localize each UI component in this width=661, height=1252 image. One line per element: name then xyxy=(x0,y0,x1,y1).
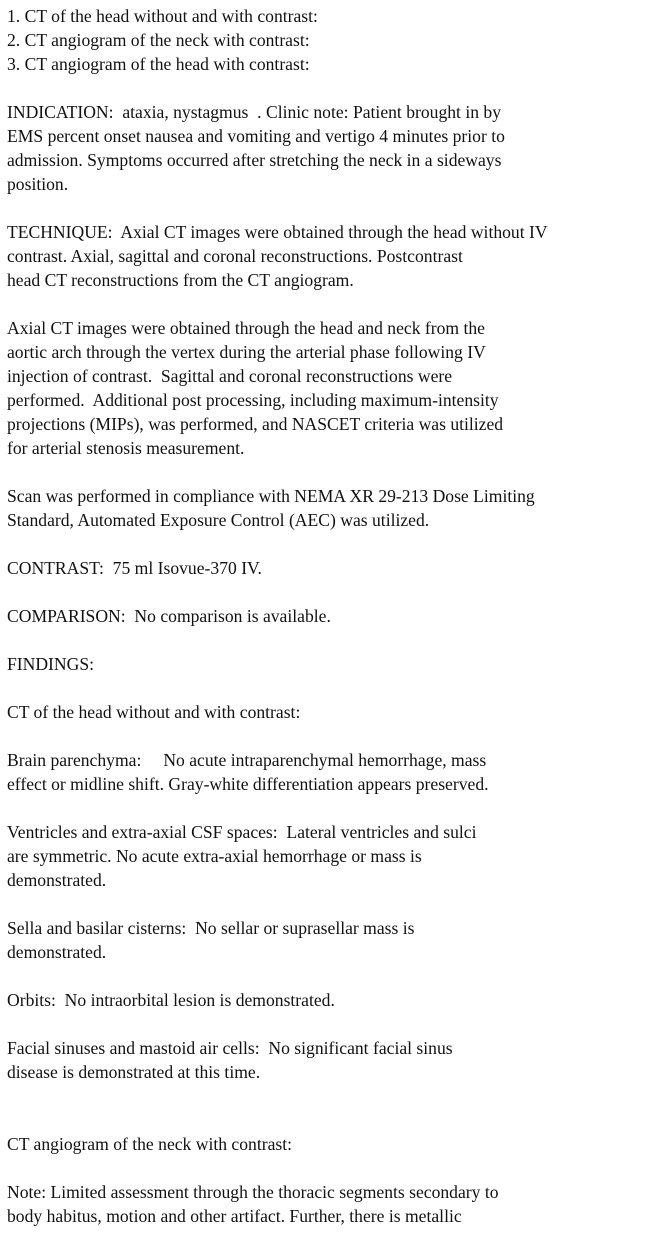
findings-heading xyxy=(7,652,659,676)
sinuses-line: Facial sinuses and mastoid air cells: No significant facial sinus xyxy=(7,1038,453,1058)
ventricles-line: Ventricles and extra-axial CSF spaces: Lateral ventricles and sulci xyxy=(7,822,477,842)
neck-cta-subheading-line: CT angiogram of the neck with contrast: xyxy=(7,1134,293,1154)
sella-line: demonstrated. xyxy=(7,942,107,962)
sinuses-finding xyxy=(7,1036,659,1084)
exam-list-line: 2. CT angiogram of the neck with contrast: xyxy=(7,30,310,50)
contrast-line: CONTRAST: 75 ml Isovue-370 IV. xyxy=(7,558,262,578)
ventricles-finding xyxy=(7,820,659,892)
technique-line: head CT reconstructions from the CT angiogram. xyxy=(7,270,354,290)
indication-line: EMS percent onset nausea and vomiting and vertigo 4 minutes prior to xyxy=(7,126,505,146)
cta-technique-line: Axial CT images were obtained through the head and neck from the xyxy=(7,318,485,338)
technique-line: contrast. Axial, sagittal and coronal reconstructions. Postcontrast xyxy=(7,246,463,266)
orbits-finding xyxy=(7,988,659,1012)
cta-technique-line: performed. Additional post processing, including maximum-intensity xyxy=(7,390,499,410)
dose-compliance-paragraph xyxy=(7,484,659,532)
comparison-section xyxy=(7,604,659,628)
exam-list-line: 1. CT of the head without and with contrast: xyxy=(7,6,318,26)
ventricles-line: are symmetric. No acute extra-axial hemorrhage or mass is xyxy=(7,846,422,866)
cta-technique-line: for arterial stenosis measurement. xyxy=(7,438,245,458)
indication-line: position. xyxy=(7,174,69,194)
contrast-section xyxy=(7,556,659,580)
head-ct-subheading-line: CT of the head without and with contrast: xyxy=(7,702,301,722)
orbits-line: Orbits: No intraorbital lesion is demonstrated. xyxy=(7,990,335,1010)
exam-list-line: 3. CT angiogram of the head with contrast: xyxy=(7,54,310,74)
findings-heading-line: FINDINGS: xyxy=(7,654,94,674)
exam-list xyxy=(7,4,659,76)
cta-technique-paragraph xyxy=(7,316,659,460)
neck-cta-note xyxy=(7,1180,659,1228)
ventricles-line: demonstrated. xyxy=(7,870,107,890)
sinuses-line: disease is demonstrated at this time. xyxy=(7,1062,261,1082)
indication-section xyxy=(7,100,659,196)
radiology-report xyxy=(7,4,659,1252)
technique-section xyxy=(7,220,659,292)
sella-line: Sella and basilar cisterns: No sellar or suprasellar mass is xyxy=(7,918,415,938)
brain-parenchyma-line: Brain parenchyma: No acute intraparenchymal hemorrhage, mass xyxy=(7,750,487,770)
neck-cta-note-line: Note: Limited assessment through the thoracic segments secondary to xyxy=(7,1182,499,1202)
head-ct-subheading xyxy=(7,700,659,724)
cta-technique-line: projections (MIPs), was performed, and NASCET criteria was utilized xyxy=(7,414,504,434)
indication-line: admission. Symptoms occurred after stretching the neck in a sideways xyxy=(7,150,502,170)
neck-cta-note-line: body habitus, motion and other artifact. Further, there is metallic xyxy=(7,1206,462,1226)
technique-line: TECHNIQUE: Axial CT images were obtained through the head without IV xyxy=(7,222,548,242)
brain-parenchyma-line: effect or midline shift. Gray-white differentiation appears preserved. xyxy=(7,774,489,794)
dose-compliance-line: Standard, Automated Exposure Control (AEC) was utilized. xyxy=(7,510,430,530)
sella-finding xyxy=(7,916,659,964)
neck-cta-subheading xyxy=(7,1132,659,1156)
brain-parenchyma-finding xyxy=(7,748,659,796)
cta-technique-line: aortic arch through the vertex during the arterial phase following IV xyxy=(7,342,486,362)
cta-technique-line: injection of contrast. Sagittal and coronal reconstructions were xyxy=(7,366,453,386)
comparison-line: COMPARISON: No comparison is available. xyxy=(7,606,331,626)
dose-compliance-line: Scan was performed in compliance with NEMA XR 29-213 Dose Limiting xyxy=(7,486,535,506)
indication-line: INDICATION: ataxia, nystagmus . Clinic note: Patient brought in by xyxy=(7,102,502,122)
